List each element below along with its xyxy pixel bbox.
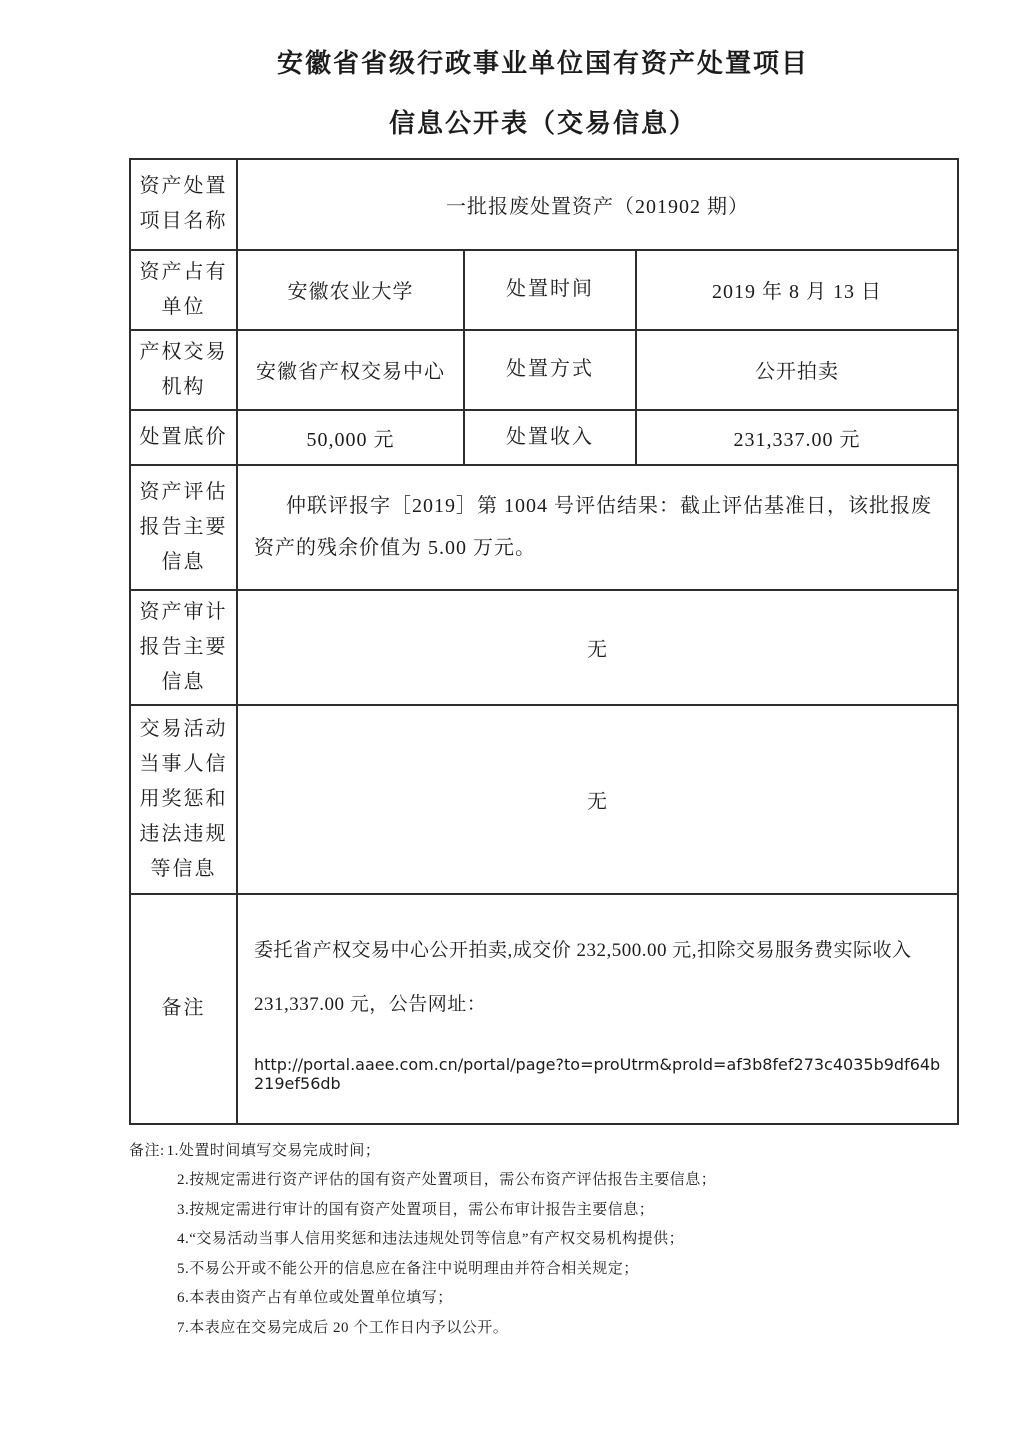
disposal-method-value: 公开拍卖	[636, 330, 958, 410]
table-row	[130, 159, 958, 250]
disposal-time-label: 处置时间	[464, 250, 636, 330]
disclosure-form-table	[129, 158, 959, 1125]
appraisal-report-label: 资产评估报告主要信息	[130, 465, 237, 590]
project-name-value: 一批报废处置资产（201902 期）	[237, 159, 958, 250]
footnotes	[129, 1137, 957, 1344]
footnote-2: 2.按规定需进行资产评估的国有资产处置项目，需公布资产评估报告主要信息；	[177, 1172, 717, 1188]
floor-price-value: 50,000 元	[237, 410, 464, 465]
table-row	[130, 590, 958, 705]
audit-report-value: 无	[237, 590, 958, 705]
exchange-agency-label: 产权交易机构	[130, 330, 237, 410]
footnote-5: 5.不易公开或不能公开的信息应在备注中说明理由并符合相关规定；	[177, 1260, 639, 1277]
disposal-income-value: 231,337.00 元	[636, 410, 958, 465]
disposal-method-label: 处置方式	[464, 330, 636, 410]
document-content	[129, 0, 957, 1343]
remarks-label: 备注	[130, 894, 237, 1124]
footnote-1	[129, 1137, 957, 1167]
credit-info-value: 无	[237, 705, 958, 894]
document-subtitle: 信息公开表（交易信息）	[388, 108, 697, 138]
disposal-income-label: 处置收入	[464, 410, 636, 465]
holder-unit-label: 资产占有单位	[130, 250, 237, 330]
table-row	[130, 705, 958, 894]
floor-price-label: 处置底价	[130, 410, 237, 465]
footnote-prefix: 备注:	[129, 1142, 165, 1159]
credit-info-label: 交易活动当事人信用奖惩和违法违规等信息	[130, 705, 237, 894]
project-name-label: 资产处置项目名称	[130, 159, 237, 250]
remarks-url: http://portal.aaee.com.cn/portal/page?to=proUtrm&proId=af3b8fef273c4035b9df64b219ef56db	[254, 1054, 941, 1093]
footnote-6: 6.本表由资产占有单位或处置单位填写；	[177, 1290, 453, 1306]
document-title: 安徽省省级行政事业单位国有资产处置项目	[276, 49, 809, 78]
footnote-1-text: 1.处置时间填写交易完成时间；	[166, 1142, 381, 1159]
exchange-agency-value: 安徽省产权交易中心	[237, 330, 464, 410]
appraisal-report-text: 仲联评报字［2019］第 1004 号评估结果：截止评估基准日，该批报废资产的残余价值为 5.00 万元。	[254, 495, 932, 559]
holder-unit-value: 安徽农业大学	[237, 250, 464, 330]
table-row	[130, 465, 958, 590]
disposal-time-value: 2019 年 8 月 13 日	[636, 250, 958, 330]
table-row	[130, 410, 958, 465]
table-row	[130, 330, 958, 410]
appraisal-report-value	[237, 465, 958, 590]
footnote-7: 7.本表应在交易完成后 20 个工作日内予以公开。	[177, 1319, 509, 1336]
remarks-value	[237, 894, 958, 1124]
footnote-4: 4.“交易活动当事人信用奖惩和违法违规处罚等信息”有产权交易机构提供；	[177, 1231, 685, 1247]
table-row	[130, 250, 958, 330]
remarks-text: 委托省产权交易中心公开拍卖,成交价 232,500.00 元,扣除交易服务费实际收入 231,337.00 元，公告网址：	[254, 940, 912, 1015]
footnote-3: 3.按规定需进行审计的国有资产处置项目，需公布审计报告主要信息；	[177, 1201, 655, 1218]
audit-report-label: 资产审计报告主要信息	[130, 590, 237, 705]
table-row	[130, 894, 958, 1124]
